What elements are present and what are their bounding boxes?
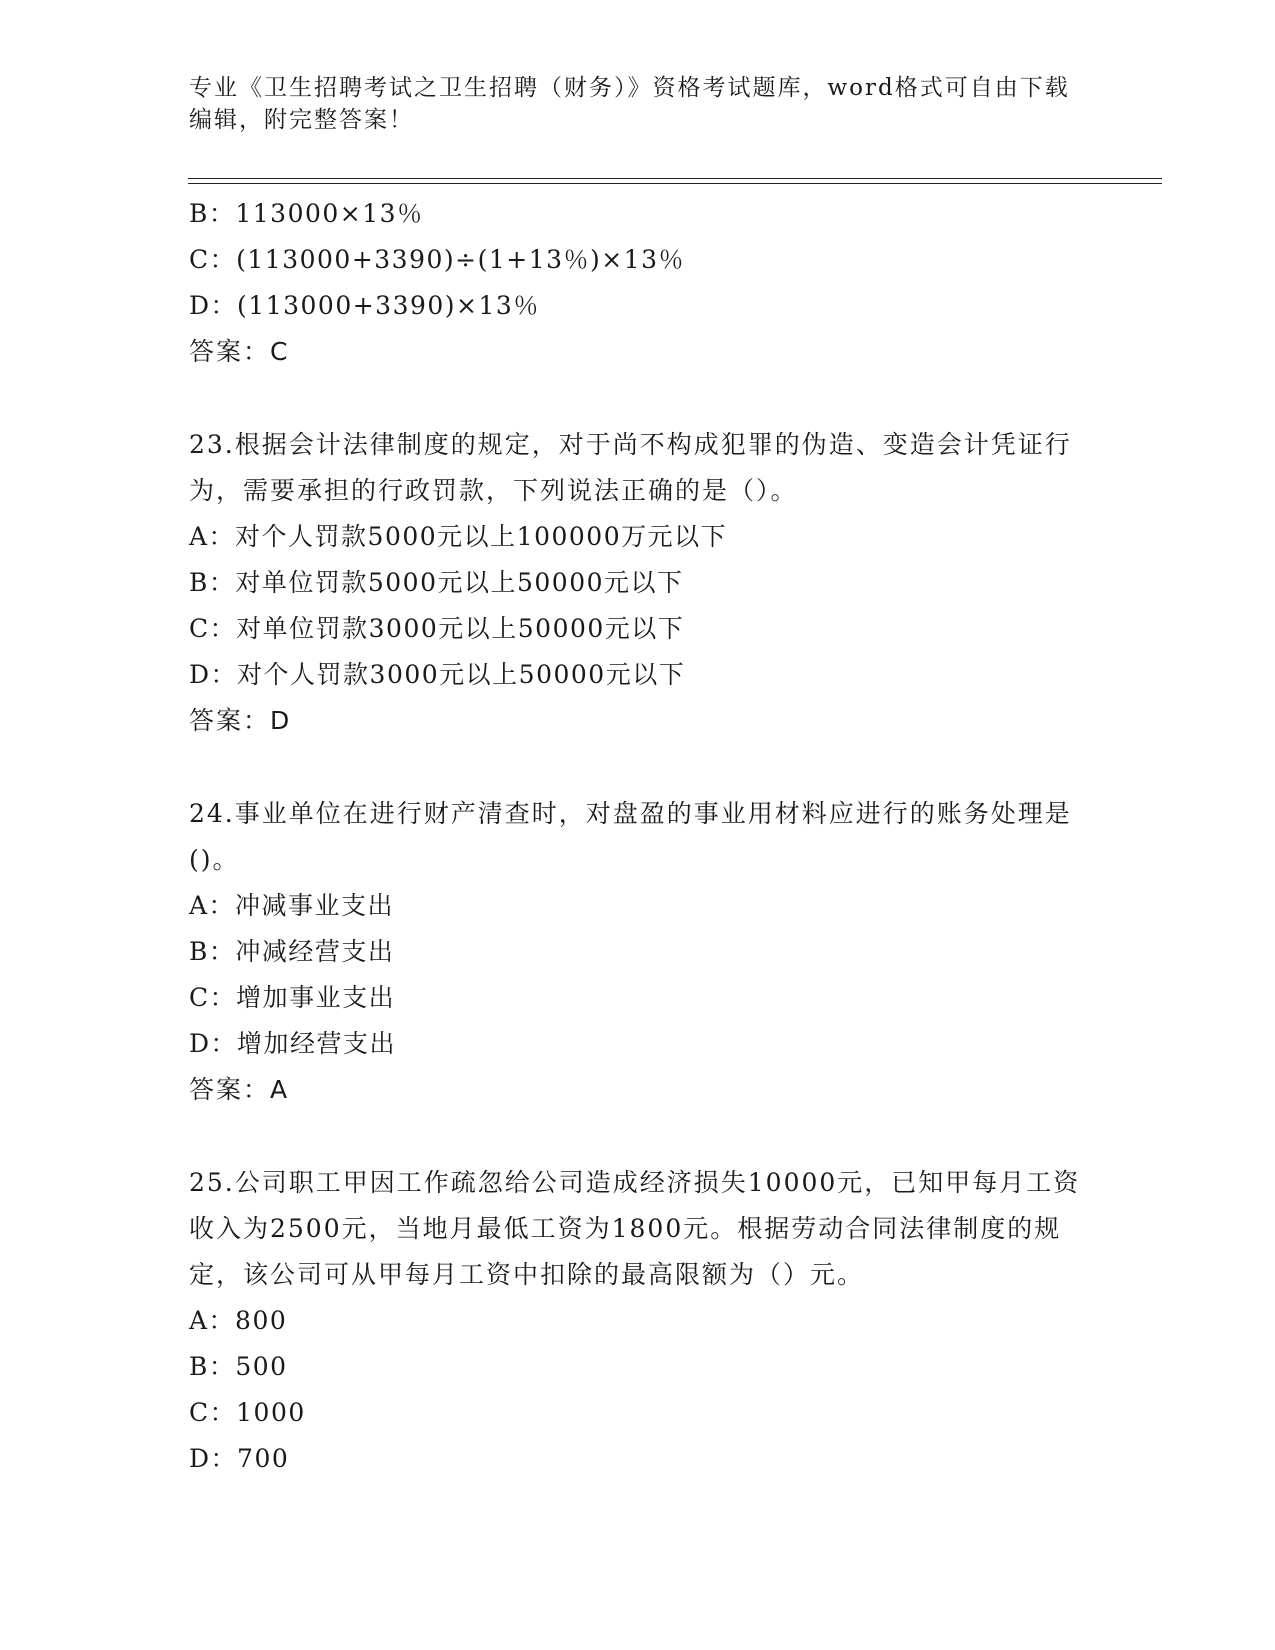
answer-line: 答案：C	[189, 337, 290, 366]
option-b: B：冲减经营支出	[189, 937, 395, 966]
option-d: D：700	[189, 1444, 290, 1473]
answer-line: 答案：A	[189, 1075, 290, 1104]
header-divider-bottom	[188, 183, 1162, 184]
option-c: C：1000	[189, 1398, 306, 1427]
option-b: B：500	[189, 1352, 288, 1381]
option-d: D：对个人罚款3000元以上50000元以下	[189, 660, 686, 689]
question-text: 23.根据会计法律制度的规定，对于尚不构成犯罪的伪造、变造会计凭证行为，需要承担的行政罚款，下列说法正确的是（）。	[189, 430, 1072, 505]
option-b: B：对单位罚款5000元以上50000元以下	[189, 568, 684, 597]
question-list	[189, 191, 1089, 1482]
question-24	[189, 791, 1089, 1113]
option-a: A：对个人罚款5000元以上100000万元以下	[189, 522, 728, 551]
question-text: 24.事业单位在进行财产清查时，对盘盈的事业用材料应进行的账务处理是()。	[189, 799, 1072, 874]
document-header: 专业《卫生招聘考试之卫生招聘（财务）》资格考试题库，word格式可自由下载编辑，附完整答案！	[189, 75, 1070, 133]
answer-line: 答案：D	[189, 706, 292, 735]
prev-question	[189, 191, 1089, 375]
option-b: B：113000×13％	[189, 199, 424, 228]
option-c: C：(113000+3390)÷(1+13％)×13％	[189, 245, 686, 274]
question-23	[189, 422, 1089, 744]
option-a: A：800	[189, 1306, 288, 1335]
option-a: A：冲减事业支出	[189, 891, 395, 920]
question-25	[189, 1160, 1089, 1482]
option-d: D：增加经营支出	[189, 1029, 397, 1058]
option-c: C：对单位罚款3000元以上50000元以下	[189, 614, 685, 643]
header-divider-top	[188, 178, 1162, 179]
option-c: C：增加事业支出	[189, 983, 396, 1012]
option-d: D：(113000+3390)×13％	[189, 291, 540, 320]
question-text: 25.公司职工甲因工作疏忽给公司造成经济损失10000元，已知甲每月工资收入为2500元，当地月最低工资为1800元。根据劳动合同法律制度的规定，该公司可从甲每月工资中扣除的最高限额为（）元。	[189, 1168, 1081, 1289]
